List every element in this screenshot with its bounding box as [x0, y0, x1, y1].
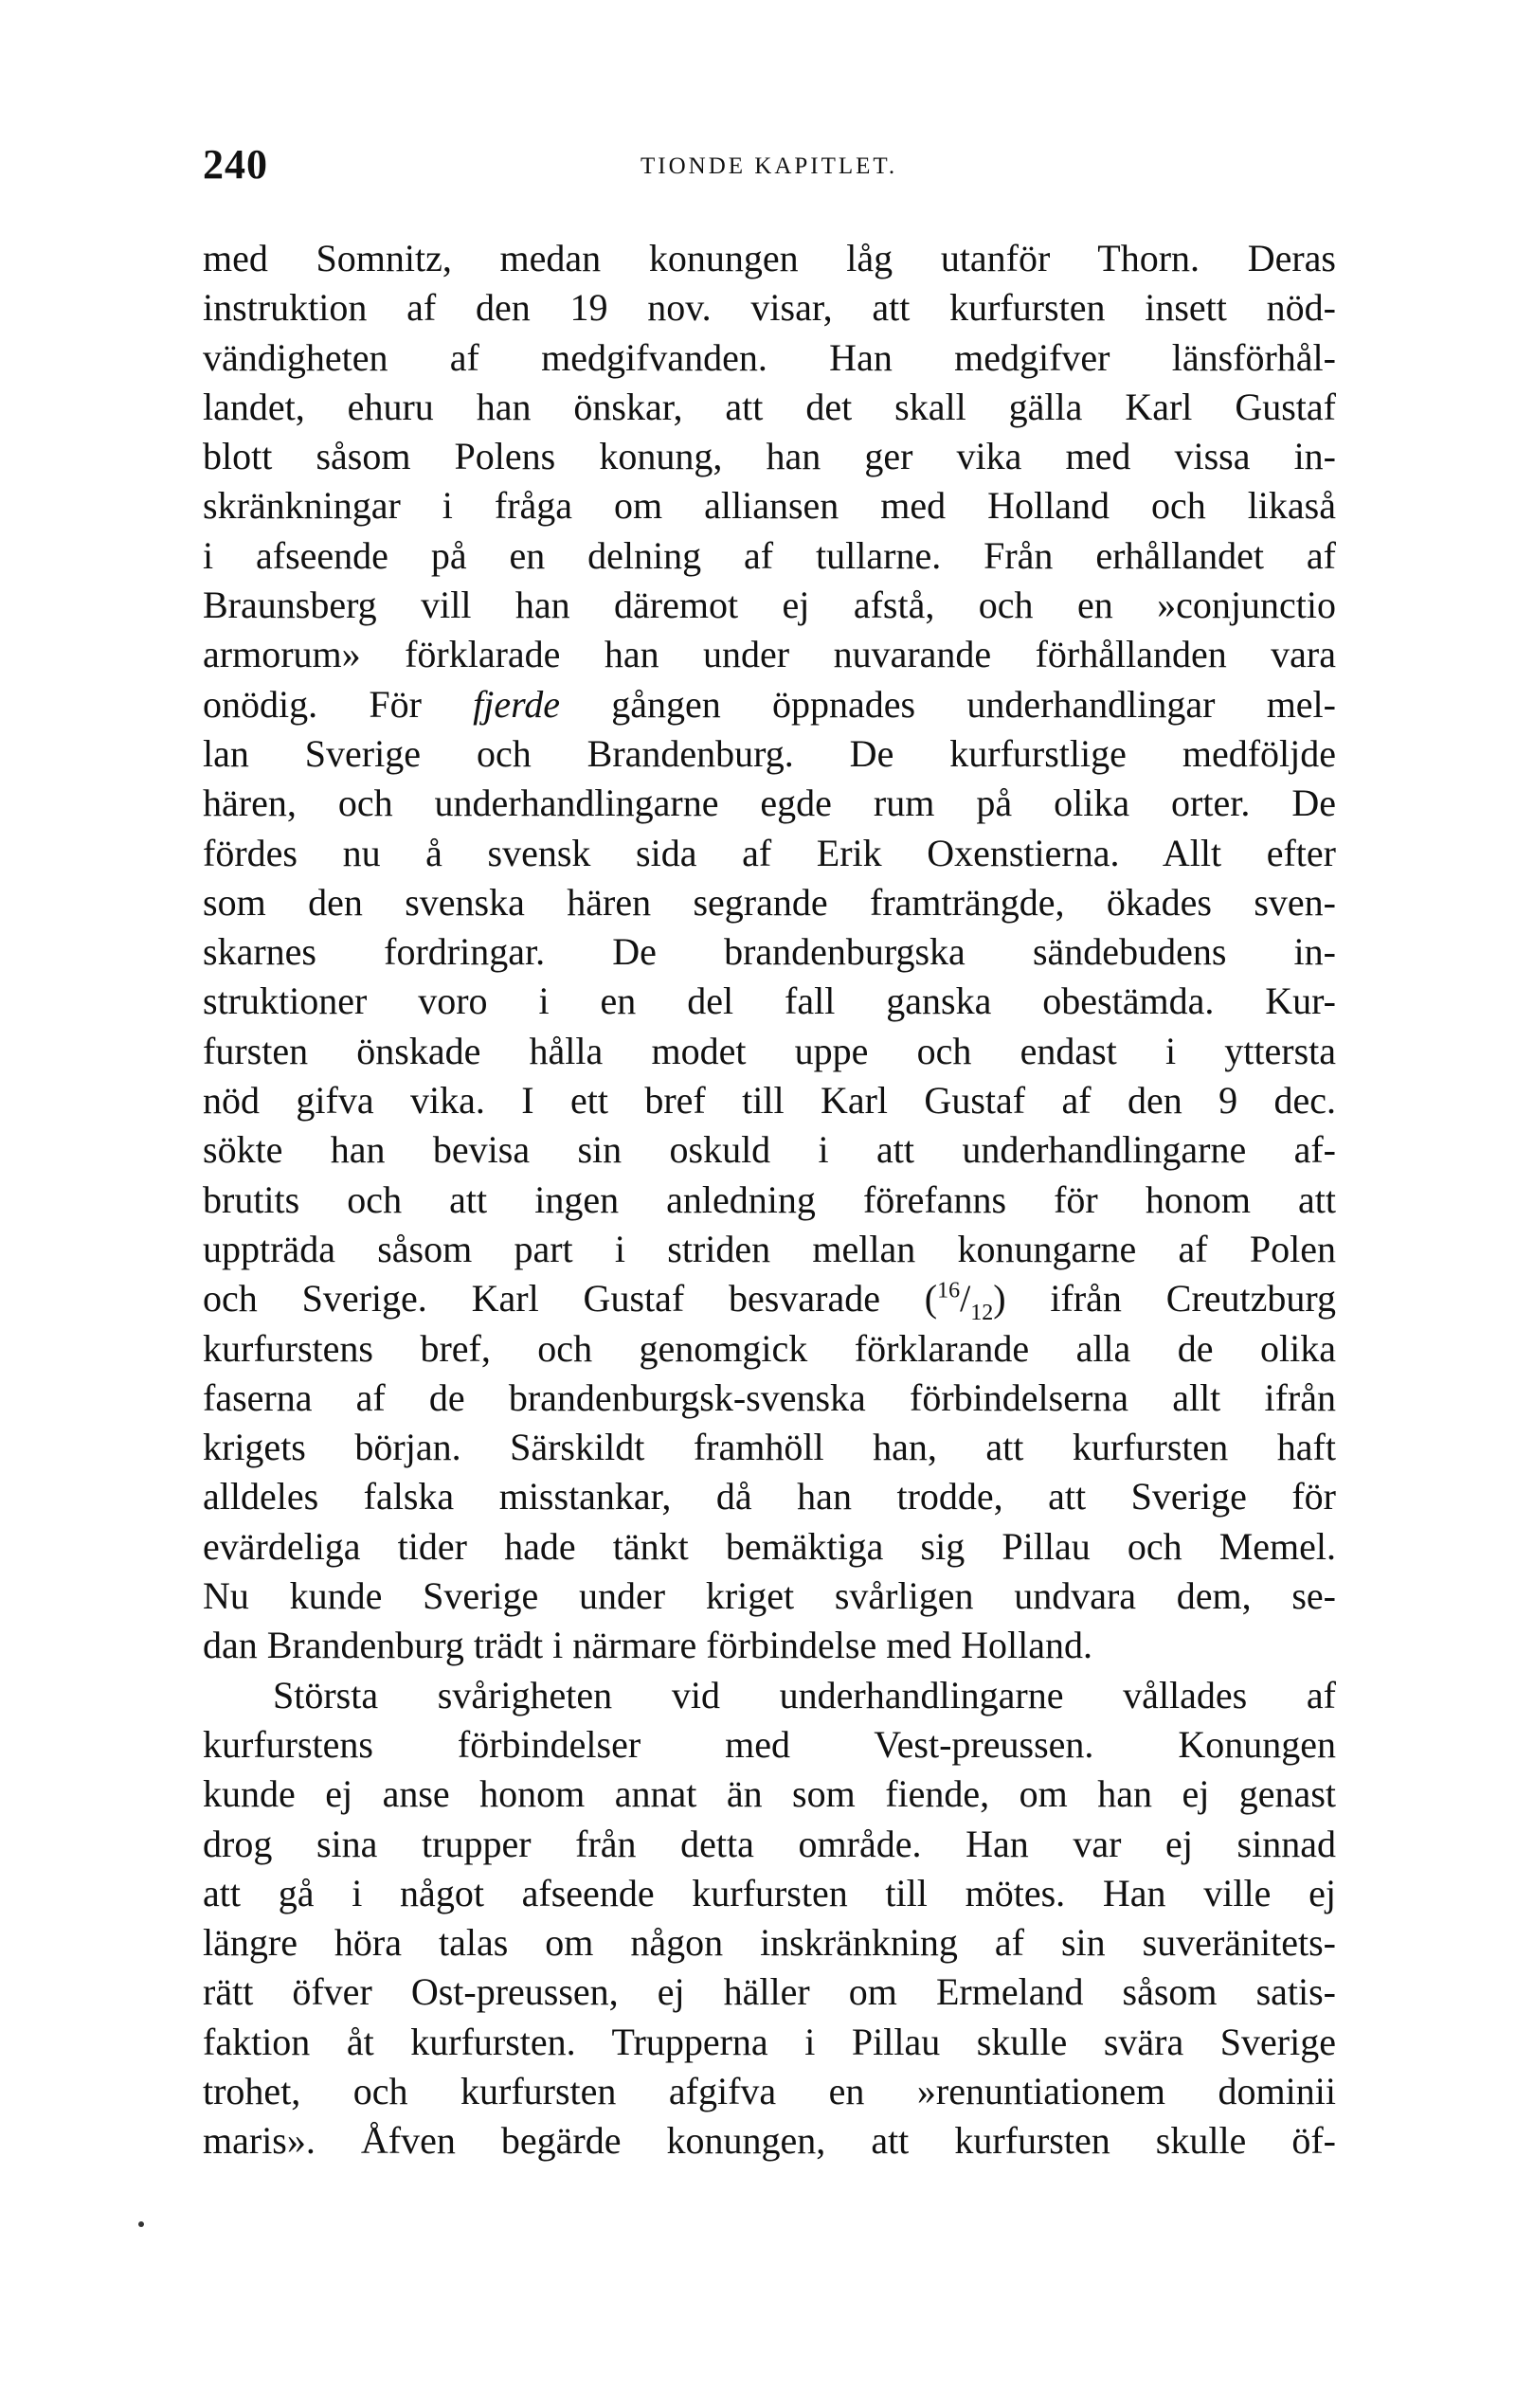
date-denominator: 12 [970, 1301, 994, 1326]
text-line: alldeles falska misstankar, då han trodde, att Sverige för [203, 1475, 1336, 1518]
italic-word: fjerde [473, 682, 560, 726]
text-line: struktioner voro i en del fall ganska obestämda. Kur- [203, 979, 1336, 1023]
text-line: maris». Åfven begärde konungen, att kurfursten skulle öf- [203, 2119, 1336, 2163]
text-line: rätt öfver Ost-preussen, ej häller om Ermeland såsom satis- [203, 1970, 1336, 2014]
text-line: längre höra talas om någon inskränkning af sin suveränitets- [203, 1921, 1336, 1965]
text-line: sökte han bevisa sin oskuld i att underhandlingarne af- [203, 1128, 1336, 1172]
text-line: kunde ej anse honom annat än som fiende, om han ej genast [203, 1772, 1336, 1816]
text-line: hären, och underhandlingarne egde rum på olika orter. De [203, 782, 1336, 825]
text-line: faserna af de brandenburgsk-svenska förbindelserna allt ifrån [203, 1375, 1336, 1419]
text-line: trohet, och kurfursten afgifva en »renuntiationem dominii [203, 2069, 1336, 2112]
date-numerator: 16 [937, 1278, 961, 1303]
text-line: blott såsom Polens konung, han ger vika med vissa in- [203, 435, 1336, 478]
text-line: vändigheten af medgifvanden. Han medgifver länsförhål- [203, 335, 1336, 379]
text-line: instruktion af den 19 nov. visar, att kurfursten insett nöd- [203, 286, 1336, 330]
text-line: landet, ehuru han önskar, att det skall gälla Karl Gustaf [203, 385, 1336, 428]
text-line: i afseende på en delning af tullarne. Från erhållandet af [203, 533, 1336, 577]
text-line: drog sina trupper från detta område. Han var ej sinnad [203, 1822, 1336, 1865]
ink-dot [138, 2221, 144, 2227]
text-line: faktion åt kurfursten. Trupperna i Pillau skulle svära Sverige [203, 2020, 1336, 2063]
running-head: TIONDE KAPITLET. [641, 153, 898, 179]
date-fraction [937, 1277, 994, 1326]
text-line: Nu kunde Sverige under kriget svårligen undvara dem, se- [203, 1574, 1336, 1618]
text-line: nöd gifva vika. I ett bref till Karl Gustaf af den 9 dec. [203, 1079, 1336, 1123]
page-header [203, 140, 1336, 197]
text-line: kurfurstens förbindelser med Vest-preussen. Konungen [203, 1722, 1336, 1766]
text-fragment: gången öppnades underhandlingar mel- [560, 682, 1336, 726]
text-fragment: och Sverige. Karl Gustaf besvarade ( [203, 1277, 938, 1321]
text-line: armorum» förklarade han under nuvarande förhållanden vara [203, 633, 1336, 676]
body-text [203, 234, 1336, 2166]
text-line: evärdeliga tider hade tänkt bemäktiga sig Pillau och Memel. [203, 1524, 1336, 1568]
text-line: skränkningar i fråga om alliansen med Holland och likaså [203, 484, 1336, 528]
text-fragment: ) ifrån Creutzburg [993, 1277, 1336, 1321]
text-line: fördes nu å svensk sida af Erik Oxenstierna. Allt efter [203, 831, 1336, 874]
date-slash: / [960, 1277, 971, 1321]
text-fragment: onödig. För [203, 682, 474, 726]
text-line-date [203, 1274, 1336, 1326]
text-line: med Somnitz, medan konungen låg utanför Thorn. Deras [203, 237, 1336, 279]
page-number: 240 [203, 141, 268, 188]
text-line: fursten önskade hålla modet uppe och endast i yttersta [203, 1029, 1336, 1072]
text-line: kurfurstens bref, och genomgick förklarande alla de olika [203, 1326, 1336, 1370]
text-line-fjerde [203, 680, 1336, 729]
text-line: uppträda såsom part i striden mellan konungarne af Polen [203, 1227, 1336, 1270]
text-line: som den svenska hären segrande framträngde, ökades sven- [203, 880, 1336, 924]
text-line: krigets början. Särskildt framhöll han, att kurfursten haft [203, 1426, 1336, 1469]
paragraph-first-line: Största svårigheten vid underhandlingarne vållades af [273, 1673, 1336, 1716]
text-line: dan Brandenburg trädt i närmare förbindelse med Holland. [203, 1624, 1092, 1667]
text-line: lan Sverige och Brandenburg. De kurfurstlige medföljde [203, 731, 1336, 775]
text-line: skarnes fordringar. De brandenburgska sändebudens in- [203, 930, 1336, 974]
text-line: Braunsberg vill han däremot ej afstå, och en »conjunctio [203, 584, 1336, 627]
text-line: att gå i något afseende kurfursten till mötes. Han ville ej [203, 1871, 1336, 1914]
text-line: brutits och att ingen anledning förefanns för honom att [203, 1177, 1336, 1221]
